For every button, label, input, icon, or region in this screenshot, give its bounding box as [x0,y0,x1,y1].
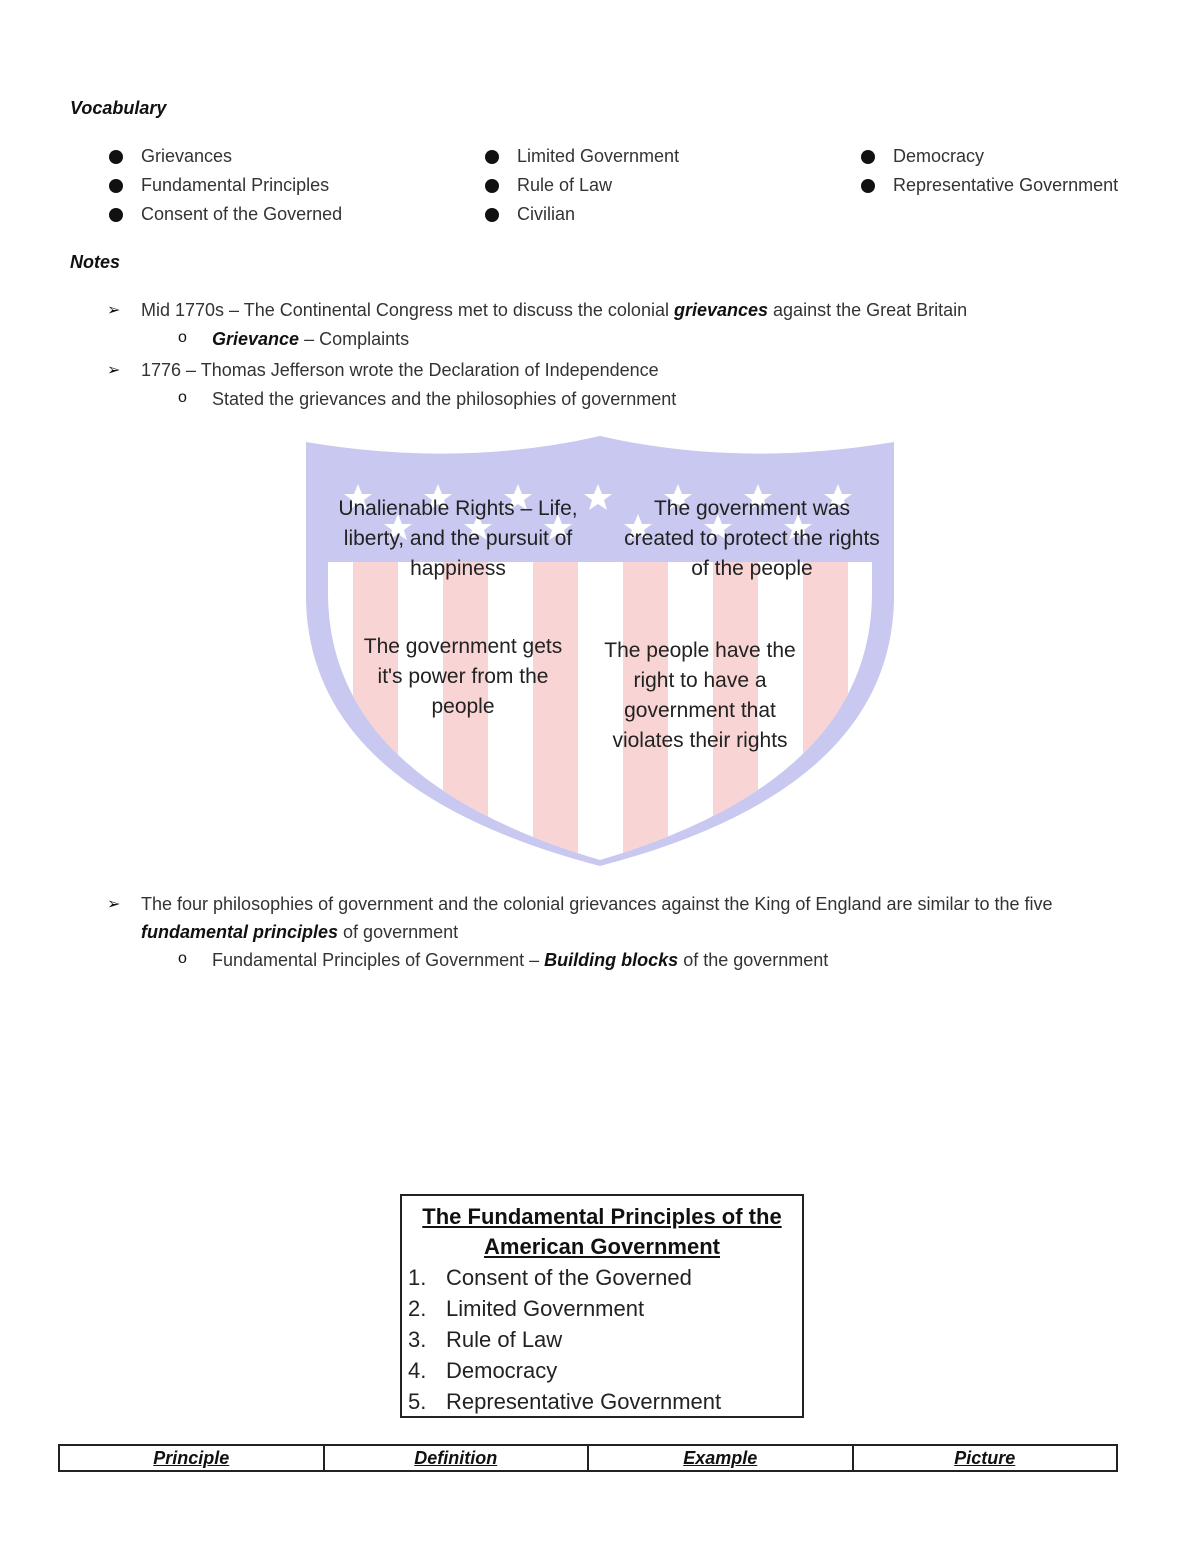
note-term: Building blocks [544,950,679,970]
vocab-item [517,204,679,233]
list-number: 5. [408,1389,427,1414]
vocab-item [517,175,679,204]
table-header-row [59,1445,1117,1471]
vocab-item [141,204,342,233]
list-item [402,1386,802,1417]
bullet-icon [109,150,123,164]
bullet-icon [109,208,123,222]
note-text: Fundamental Principles of Government – [212,950,545,970]
vocab-label: Consent of the Governed [141,204,343,224]
list-item [402,1324,802,1355]
notes-heading: Notes [70,252,121,272]
vocab-label: Limited Government [517,146,680,166]
arrow-bullet-icon: ➢ [107,896,121,913]
principles-box-title: The Fundamental Principles of the American Government [422,1204,782,1259]
note-term: Grievance [212,329,300,349]
shield-text-right-to-government: The people have the right to have a government that violates their rights [604,639,796,752]
list-item [402,1355,802,1386]
shield-text-unalienable-rights: Unalienable Rights – Life, liberty, and the pursuit of happiness [338,497,578,580]
list-label: Representative Government [446,1389,722,1414]
fundamental-principles-box [400,1194,804,1418]
note-text: Mid 1770s – The Continental Congress met to discuss the colonial [141,300,674,320]
note-text: against the Great Britain [768,300,968,320]
note-term: fundamental principles [141,922,339,942]
note-term: grievances [673,300,769,320]
vocab-item [141,175,342,204]
vocab-item [893,146,1118,175]
vocab-column-2 [517,146,679,233]
bullet-icon [861,179,875,193]
list-item [402,1262,802,1293]
shield-text-protect-rights: The government was created to protect the rights of the people [624,497,880,580]
list-label: Rule of Law [446,1327,563,1352]
note-subitem [178,389,677,410]
declaration-shield [300,430,900,870]
note-text: of the government [678,950,829,970]
circle-bullet-icon: o [178,329,187,346]
arrow-bullet-icon: ➢ [107,302,121,319]
vocabulary-heading: Vocabulary [70,98,167,118]
vocab-label: Democracy [893,146,985,166]
list-label: Consent of the Governed [446,1265,692,1290]
circle-bullet-icon: o [178,950,187,967]
arrow-bullet-icon: ➢ [107,362,121,379]
vocab-label: Civilian [517,204,576,224]
list-number: 1. [408,1265,427,1290]
list-item [402,1293,802,1324]
note-subitem [178,329,410,350]
circle-bullet-icon: o [178,389,187,406]
list-number: 2. [408,1296,427,1321]
note-item [107,360,659,381]
bullet-icon [109,179,123,193]
column-header-principle: Principle [59,1445,324,1471]
list-label: Democracy [446,1358,558,1383]
vocab-label: Fundamental Principles [141,175,330,195]
list-number: 4. [408,1358,427,1383]
bullet-icon [485,208,499,222]
note-text: Stated the grievances and the philosophies of government [212,389,677,409]
note-text: 1776 – Thomas Jefferson wrote the Declaration of Independence [141,360,659,380]
note-item-continued [141,922,458,943]
vocab-item [141,146,342,175]
vocab-item [893,175,1118,204]
list-label: Limited Government [446,1296,645,1321]
note-item [107,894,1053,915]
column-header-definition: Definition [324,1445,589,1471]
note-text: – Complaints [299,329,410,349]
vocab-label: Representative Government [893,175,1119,195]
shield-text-power-from-people: The government gets it's power from the people [363,635,563,718]
column-header-picture: Picture [853,1445,1118,1471]
vocab-column-3 [893,146,1118,204]
vocab-column-1 [141,146,342,233]
bullet-icon [861,150,875,164]
bullet-icon [485,150,499,164]
note-subitem [178,950,829,971]
vocab-label: Grievances [141,146,233,166]
note-text: The four philosophies of government and the colonial grievances against the King of England are similar to the five [141,894,1053,914]
bullet-icon [485,179,499,193]
note-item [107,300,968,321]
vocab-item [517,146,679,175]
note-text: of government [338,922,459,942]
principles-table [58,1444,1118,1472]
vocab-label: Rule of Law [517,175,613,195]
principles-list [402,1262,802,1417]
list-number: 3. [408,1327,427,1352]
column-header-example: Example [588,1445,853,1471]
